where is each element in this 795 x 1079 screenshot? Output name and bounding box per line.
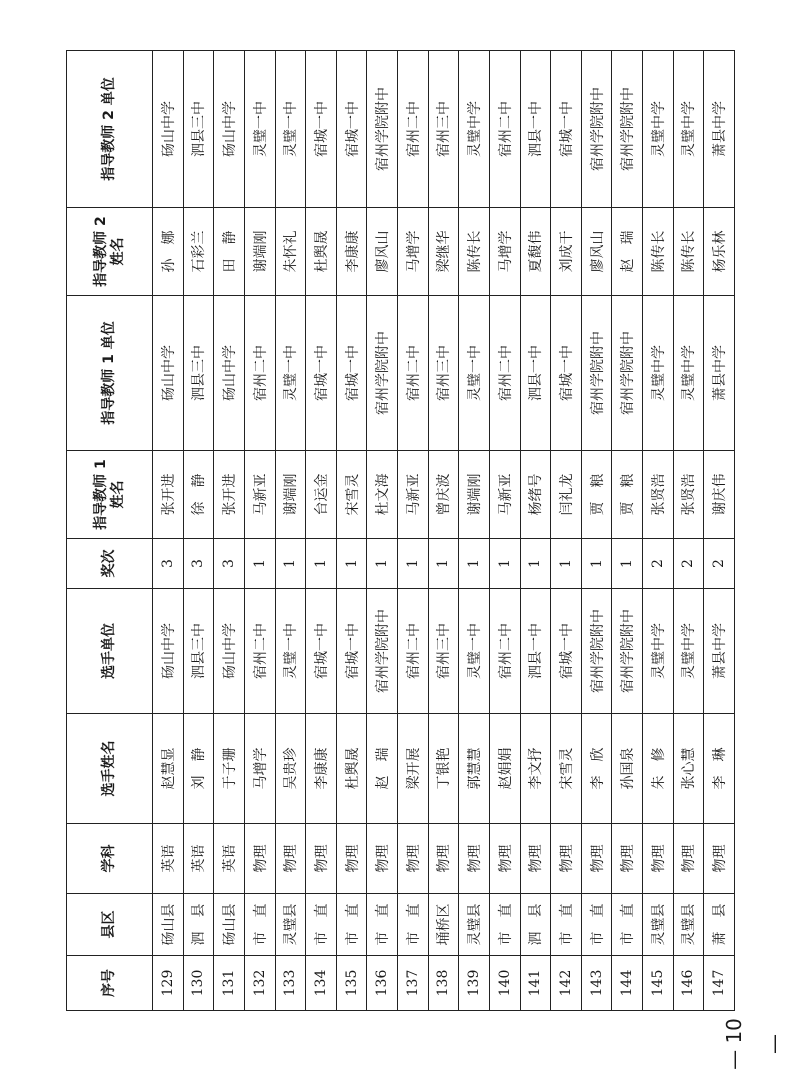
table-cell: 丁银艳 xyxy=(428,714,459,824)
table-cell: 145 xyxy=(643,956,674,1011)
table-cell: 3 xyxy=(183,539,214,589)
table-cell: 1 xyxy=(551,539,582,589)
table-cell: 132 xyxy=(244,956,275,1011)
table-cell: 廖风山 xyxy=(581,208,612,296)
table-cell: 谢端刚 xyxy=(459,451,490,539)
award-table xyxy=(66,50,735,1011)
table-cell: 141 xyxy=(520,956,551,1011)
table-cell: 1 xyxy=(275,539,306,589)
table-cell: 宿城一中 xyxy=(336,589,367,714)
table-cell: 灵璧中学 xyxy=(673,51,704,208)
table-cell: 市 直 xyxy=(398,894,429,956)
table-cell: 谢庆伟 xyxy=(704,451,735,539)
table-cell: 灵璧县 xyxy=(459,894,490,956)
table-row xyxy=(244,51,275,1011)
table-cell: 宿城一中 xyxy=(551,589,582,714)
table-cell: 杜文海 xyxy=(367,451,398,539)
table-cell: 砀山中学 xyxy=(214,51,245,208)
table-cell: 139 xyxy=(459,956,490,1011)
table-cell: 石彩兰 xyxy=(183,208,214,296)
table-cell: 曾庆波 xyxy=(428,451,459,539)
table-cell: 1 xyxy=(306,539,337,589)
table-row xyxy=(581,51,612,1011)
table-cell: 宿州学院附中 xyxy=(581,296,612,451)
header-cell: 指导教师 2 单位 xyxy=(67,51,153,208)
table-cell: 张贤浩 xyxy=(643,451,674,539)
table-cell: 137 xyxy=(398,956,429,1011)
table-cell: 2 xyxy=(643,539,674,589)
table-cell: 物理 xyxy=(367,824,398,894)
table-cell: 马新亚 xyxy=(489,451,520,539)
table-cell: 灵璧中学 xyxy=(673,589,704,714)
table-row xyxy=(214,51,245,1011)
table-cell: 134 xyxy=(306,956,337,1011)
table-row xyxy=(673,51,704,1011)
table-cell: 刘 静 xyxy=(183,714,214,824)
table-cell: 灵璧中学 xyxy=(643,589,674,714)
table-row xyxy=(428,51,459,1011)
table-row xyxy=(551,51,582,1011)
table-cell: 李文抒 xyxy=(520,714,551,824)
rotated-table-container xyxy=(66,51,735,1011)
table-cell: 砀山中学 xyxy=(214,589,245,714)
table-cell: 徐 静 xyxy=(183,451,214,539)
header-cell: 选手姓名 xyxy=(67,714,153,824)
table-cell: 赵娟娟 xyxy=(489,714,520,824)
table-cell: 1 xyxy=(398,539,429,589)
table-cell: 泗县一中 xyxy=(520,51,551,208)
table-cell: 马增学 xyxy=(398,208,429,296)
page-number-container xyxy=(714,1014,786,1074)
table-cell: 物理 xyxy=(704,824,735,894)
header-cell: 指导教师 1 单位 xyxy=(67,296,153,451)
table-cell: 144 xyxy=(612,956,643,1011)
table-cell: 1 xyxy=(612,539,643,589)
table-row xyxy=(520,51,551,1011)
table-cell: 宿州学院附中 xyxy=(612,51,643,208)
table-cell: 宋雪灵 xyxy=(336,451,367,539)
table-cell: 灵璧一中 xyxy=(275,589,306,714)
table-cell: 埇桥区 xyxy=(428,894,459,956)
table-cell: 147 xyxy=(704,956,735,1011)
table-cell: 灵璧中学 xyxy=(643,51,674,208)
table-cell: 市 直 xyxy=(551,894,582,956)
table-row xyxy=(306,51,337,1011)
table-cell: 泗 县 xyxy=(183,894,214,956)
table-cell: 李康康 xyxy=(336,208,367,296)
table-row xyxy=(367,51,398,1011)
table-cell: 市 直 xyxy=(581,894,612,956)
table-cell: 砀山中学 xyxy=(153,51,184,208)
table-cell: 1 xyxy=(520,539,551,589)
table-cell: 市 直 xyxy=(489,894,520,956)
table-cell: 灵璧县 xyxy=(643,894,674,956)
table-cell: 灵璧一中 xyxy=(459,589,490,714)
table-cell: 泗县一中 xyxy=(520,296,551,451)
table-cell: 贾 粮 xyxy=(581,451,612,539)
header-cell: 学科 xyxy=(67,824,153,894)
table-cell: 贾 粮 xyxy=(612,451,643,539)
table-cell: 市 直 xyxy=(612,894,643,956)
table-cell: 市 直 xyxy=(306,894,337,956)
table-cell: 谢端刚 xyxy=(275,451,306,539)
table-cell: 2 xyxy=(673,539,704,589)
table-cell: 赵慧显 xyxy=(153,714,184,824)
header-cell: 指导教师 2 姓名 xyxy=(67,208,153,296)
table-cell: 陈传长 xyxy=(673,208,704,296)
table-cell: 张开进 xyxy=(214,451,245,539)
table-row xyxy=(153,51,184,1011)
table-cell: 物理 xyxy=(581,824,612,894)
table-cell: 宿城一中 xyxy=(336,296,367,451)
table-cell: 刘成干 xyxy=(551,208,582,296)
table-cell: 1 xyxy=(489,539,520,589)
table-cell: 1 xyxy=(581,539,612,589)
table-cell: 杨绪号 xyxy=(520,451,551,539)
table-cell: 萧县中学 xyxy=(704,51,735,208)
table-cell: 郭慧慧 xyxy=(459,714,490,824)
table-cell: 杜舆晟 xyxy=(306,208,337,296)
table-cell: 宿州二中 xyxy=(489,589,520,714)
table-cell: 138 xyxy=(428,956,459,1011)
table-cell: 灵璧中学 xyxy=(643,296,674,451)
table-cell: 梁继华 xyxy=(428,208,459,296)
table-cell: 砀山县 xyxy=(153,894,184,956)
table-cell: 泗县三中 xyxy=(183,589,214,714)
table-cell: 砀山中学 xyxy=(153,296,184,451)
table-cell: 萧县中学 xyxy=(704,296,735,451)
table-cell: 台运金 xyxy=(306,451,337,539)
table-row xyxy=(275,51,306,1011)
table-cell: 廖风山 xyxy=(367,208,398,296)
table-cell: 宿州三中 xyxy=(428,589,459,714)
table-cell: 泗县一中 xyxy=(520,589,551,714)
table-cell: 宿州学院附中 xyxy=(581,589,612,714)
table-cell: 物理 xyxy=(643,824,674,894)
table-cell: 物理 xyxy=(306,824,337,894)
table-cell: 宿州学院附中 xyxy=(367,51,398,208)
table-cell: 129 xyxy=(153,956,184,1011)
table-cell: 宿州二中 xyxy=(398,296,429,451)
table-cell: 孙 娜 xyxy=(153,208,184,296)
table-cell: 3 xyxy=(214,539,245,589)
table-cell: 灵璧一中 xyxy=(275,296,306,451)
table-cell: 1 xyxy=(244,539,275,589)
table-cell: 陈传长 xyxy=(643,208,674,296)
table-cell: 陈传长 xyxy=(459,208,490,296)
table-cell: 李康康 xyxy=(306,714,337,824)
header-cell: 序号 xyxy=(67,956,153,1011)
table-cell: 宿州学院附中 xyxy=(581,51,612,208)
table-cell: 物理 xyxy=(520,824,551,894)
table-cell: 宿城一中 xyxy=(551,296,582,451)
table-cell: 张开进 xyxy=(153,451,184,539)
table-cell: 2 xyxy=(704,539,735,589)
table-cell: 英语 xyxy=(153,824,184,894)
table-cell: 杜舆晟 xyxy=(336,714,367,824)
table-cell: 赵 瑞 xyxy=(612,208,643,296)
table-cell: 谢端刚 xyxy=(244,208,275,296)
table-cell: 宿州二中 xyxy=(398,589,429,714)
table-cell: 李 琳 xyxy=(704,714,735,824)
table-cell: 泗县三中 xyxy=(183,296,214,451)
table-cell: 宋雪灵 xyxy=(551,714,582,824)
table-cell: 马增学 xyxy=(489,208,520,296)
table-cell: 英语 xyxy=(214,824,245,894)
table-row xyxy=(704,51,735,1011)
table-cell: 宿州二中 xyxy=(489,51,520,208)
table-cell: 赵 瑞 xyxy=(367,714,398,824)
table-cell: 砀山中学 xyxy=(153,589,184,714)
table-cell: 张贤浩 xyxy=(673,451,704,539)
table-cell: 宿城一中 xyxy=(336,51,367,208)
table-cell: 宿州二中 xyxy=(398,51,429,208)
table-cell: 市 直 xyxy=(367,894,398,956)
table-cell: 宿州学院附中 xyxy=(612,589,643,714)
table-cell: 146 xyxy=(673,956,704,1011)
table-cell: 马新亚 xyxy=(244,451,275,539)
table-cell: 马新亚 xyxy=(398,451,429,539)
table-cell: 物理 xyxy=(275,824,306,894)
table-cell: 136 xyxy=(367,956,398,1011)
table-cell: 131 xyxy=(214,956,245,1011)
table-cell: 孙国泉 xyxy=(612,714,643,824)
table-cell: 朱怀礼 xyxy=(275,208,306,296)
header-cell: 奖次 xyxy=(67,539,153,589)
table-cell: 灵璧中学 xyxy=(673,296,704,451)
table-cell: 宿州学院附中 xyxy=(367,589,398,714)
table-cell: 宿州二中 xyxy=(489,296,520,451)
table-cell: 物理 xyxy=(551,824,582,894)
table-row xyxy=(489,51,520,1011)
table-cell: 灵璧一中 xyxy=(244,51,275,208)
table-cell: 宿州二中 xyxy=(244,589,275,714)
header-cell: 选手单位 xyxy=(67,589,153,714)
table-cell: 灵璧县 xyxy=(275,894,306,956)
table-header-row xyxy=(67,51,153,1011)
table-cell: 物理 xyxy=(398,824,429,894)
table-cell: 135 xyxy=(336,956,367,1011)
table-cell: 宿城一中 xyxy=(306,589,337,714)
header-cell: 县区 xyxy=(67,894,153,956)
table-cell: 物理 xyxy=(673,824,704,894)
table-cell: 宿州三中 xyxy=(428,51,459,208)
table-cell: 泗县三中 xyxy=(183,51,214,208)
table-cell: 物理 xyxy=(489,824,520,894)
table-cell: 宿城一中 xyxy=(551,51,582,208)
table-row xyxy=(643,51,674,1011)
table-cell: 宿城一中 xyxy=(306,296,337,451)
table-cell: 泗 县 xyxy=(520,894,551,956)
table-cell: 萧 县 xyxy=(704,894,735,956)
table-cell: 宿州三中 xyxy=(428,296,459,451)
table-cell: 1 xyxy=(459,539,490,589)
table-cell: 物理 xyxy=(428,824,459,894)
table-cell: 英语 xyxy=(183,824,214,894)
table-cell: 物理 xyxy=(244,824,275,894)
table-cell: 1 xyxy=(367,539,398,589)
table-row xyxy=(612,51,643,1011)
table-cell: 砀山县 xyxy=(214,894,245,956)
table-cell: 李 欣 xyxy=(581,714,612,824)
table-cell: 宿州学院附中 xyxy=(612,296,643,451)
table-body xyxy=(153,51,735,1011)
table-cell: 灵璧县 xyxy=(673,894,704,956)
table-cell: 灵璧一中 xyxy=(275,51,306,208)
table-cell: 宿州二中 xyxy=(244,296,275,451)
table-cell: 142 xyxy=(551,956,582,1011)
table-cell: 物理 xyxy=(612,824,643,894)
table-row xyxy=(183,51,214,1011)
table-cell: 物理 xyxy=(459,824,490,894)
table-cell: 宿城一中 xyxy=(306,51,337,208)
table-cell: 砀山中学 xyxy=(214,296,245,451)
table-cell: 市 直 xyxy=(336,894,367,956)
table-cell: 1 xyxy=(336,539,367,589)
table-cell: 130 xyxy=(183,956,214,1011)
table-cell: 143 xyxy=(581,956,612,1011)
table-cell: 市 直 xyxy=(244,894,275,956)
table-cell: 宿州学院附中 xyxy=(367,296,398,451)
table-cell: 杨乐林 xyxy=(704,208,735,296)
table-cell: 1 xyxy=(428,539,459,589)
table-cell: 闫礼龙 xyxy=(551,451,582,539)
table-row xyxy=(336,51,367,1011)
table-cell: 田 静 xyxy=(214,208,245,296)
table-cell: 灵璧中学 xyxy=(459,51,490,208)
table-cell: 梁开展 xyxy=(398,714,429,824)
table-cell: 吴贵珍 xyxy=(275,714,306,824)
table-cell: 3 xyxy=(153,539,184,589)
table-cell: 于子珊 xyxy=(214,714,245,824)
table-cell: 张心慧 xyxy=(673,714,704,824)
header-cell: 指导教师 1 姓名 xyxy=(67,451,153,539)
page-number: — 10 — xyxy=(722,1018,786,1070)
table-cell: 133 xyxy=(275,956,306,1011)
table-cell: 灵璧一中 xyxy=(459,296,490,451)
table-row xyxy=(459,51,490,1011)
table-cell: 140 xyxy=(489,956,520,1011)
table-cell: 夏馥伟 xyxy=(520,208,551,296)
table-cell: 朱 修 xyxy=(643,714,674,824)
table-row xyxy=(398,51,429,1011)
table-cell: 萧县中学 xyxy=(704,589,735,714)
table-cell: 物理 xyxy=(336,824,367,894)
table-cell: 马增学 xyxy=(244,714,275,824)
